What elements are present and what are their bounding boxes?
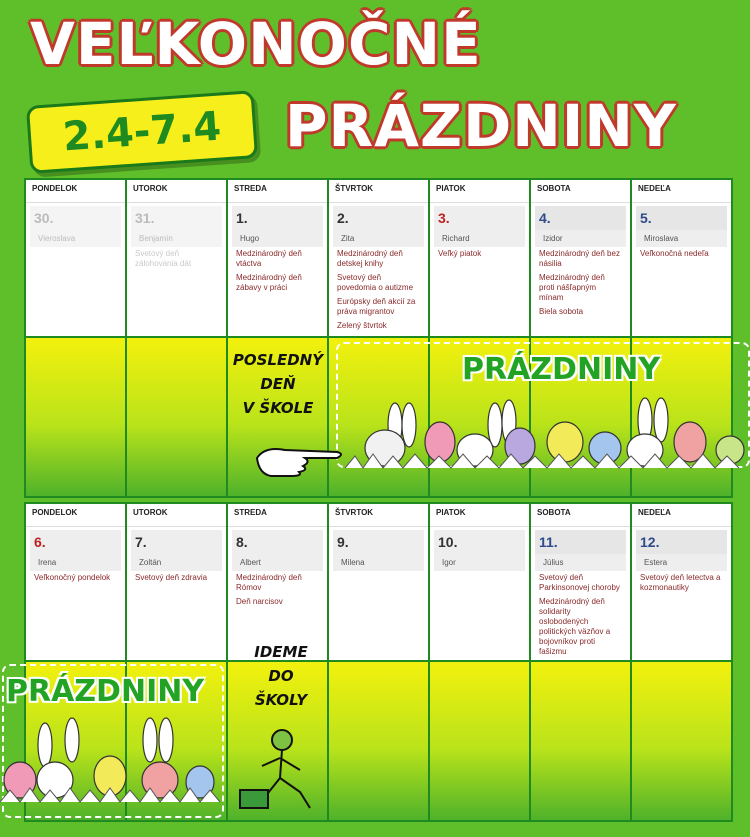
event-text: Svetový deň zálohovania dát: [135, 249, 192, 268]
weekday-label: UTOROK: [127, 504, 226, 527]
nameday: Zita: [333, 230, 424, 247]
pointing-hand-icon: [255, 440, 345, 480]
day-cell: [327, 502, 430, 662]
title-line-1: VEĽKONOČNÉ: [30, 10, 482, 78]
weekday-label: ŠTVRTOK: [329, 504, 428, 527]
weekday-label: UTOROK: [127, 180, 226, 203]
event-text: Medzinárodný deň detskej knihy: [337, 249, 403, 268]
nameday: Richard: [434, 230, 525, 247]
week-1: [24, 178, 750, 338]
nameday: Albert: [232, 554, 323, 571]
day-cell: [630, 502, 733, 662]
event-text: Svetový deň Parkinsonovej choroby: [539, 573, 620, 592]
note-line: POSLEDNÝ: [232, 351, 324, 369]
day-number: 1.: [232, 206, 323, 230]
day-cell: [125, 502, 228, 662]
event-text: Biela sobota: [539, 307, 584, 316]
day-cell: [327, 178, 430, 338]
day-cell: [24, 178, 127, 338]
nameday: Miroslava: [636, 230, 727, 247]
title-line-2: PRÁZDNINY: [285, 92, 677, 160]
event-text: Svetový deň povedomia o autizme: [337, 273, 414, 292]
weekday-label: SOBOTA: [531, 504, 630, 527]
event-text: Svetový deň letectva a kozmonautiky: [640, 573, 721, 592]
weekday-label: PIATOK: [430, 504, 529, 527]
day-number: 5.: [636, 206, 727, 230]
date-range-badge: [26, 90, 258, 174]
weekday-label: SOBOTA: [531, 180, 630, 203]
day-cell: [125, 178, 228, 338]
event-text: Medzinárodný deň solidarity oslobodených politických väzňov a bojovníkov proti fašizmu: [539, 597, 611, 656]
event-text: Medzinárodný deň Rómov: [236, 573, 302, 592]
weekday-label: NEDEĽA: [632, 180, 731, 203]
nameday: Benjamín: [131, 230, 222, 247]
nameday: Zoltán: [131, 554, 222, 571]
event-text: Veľký piatok: [438, 249, 482, 258]
day-number: 7.: [131, 530, 222, 554]
event-text: Zelený štvrtok: [337, 321, 387, 330]
day-number: 31.: [131, 206, 222, 230]
day-number: 3.: [434, 206, 525, 230]
day-cell: [226, 178, 329, 338]
day-number: 11.: [535, 530, 626, 554]
day-number: 12.: [636, 530, 727, 554]
day-cell: [529, 178, 632, 338]
day-cell: [630, 178, 733, 338]
day-cell: [529, 502, 632, 662]
event-text: Svetový deň zdravia: [135, 573, 208, 582]
weekday-label: ŠTVRTOK: [329, 180, 428, 203]
day-number: 2.: [333, 206, 424, 230]
bunnies-eggs-illustration-2: [0, 710, 220, 805]
event-text: Medzinárodný deň vtáctva: [236, 249, 302, 268]
event-text: Medzinárodný deň zábavy v práci: [236, 273, 302, 292]
running-boy-icon: [230, 726, 330, 816]
note-line: IDEME: [254, 643, 308, 661]
note-line: DEŇ: [260, 375, 296, 393]
note-line: DO: [268, 667, 294, 685]
day-number: 10.: [434, 530, 525, 554]
event-text: Deň narcisov: [236, 597, 283, 606]
note-line: ŠKOLY: [254, 691, 308, 709]
day-number: 30.: [30, 206, 121, 230]
nameday: Izidor: [535, 230, 626, 247]
day-cell: [428, 178, 531, 338]
day-number: 8.: [232, 530, 323, 554]
event-text: Veľkonočná nedeľa: [640, 249, 709, 258]
back-to-school-note: [236, 640, 326, 712]
weekday-label: STREDA: [228, 180, 327, 203]
nameday: Milena: [333, 554, 424, 571]
note-line: V ŠKOLE: [242, 399, 314, 417]
day-number: 6.: [30, 530, 121, 554]
weekday-label: STREDA: [228, 504, 327, 527]
event-text: Veľkonočný pondelok: [34, 573, 111, 582]
holiday-label-2: PRÁZDNINY: [6, 674, 205, 709]
nameday: Irena: [30, 554, 121, 571]
day-cell: [24, 502, 127, 662]
date-range: 2.4-7.4: [61, 103, 223, 161]
weekday-label: NEDEĽA: [632, 504, 731, 527]
nameday: Hugo: [232, 230, 323, 247]
weekday-label: PONDELOK: [26, 504, 125, 527]
week-2: [24, 502, 750, 662]
nameday: Estera: [636, 554, 727, 571]
nameday: Július: [535, 554, 626, 571]
day-cell: [428, 502, 531, 662]
event-text: Medzinárodný deň proti nášľapným mínam: [539, 273, 605, 302]
nameday: Vieroslava: [30, 230, 121, 247]
nameday: Igor: [434, 554, 525, 571]
event-text: Európsky deň akcií za práva migrantov: [337, 297, 416, 316]
weekday-label: PONDELOK: [26, 180, 125, 203]
day-number: 9.: [333, 530, 424, 554]
weekday-label: PIATOK: [430, 180, 529, 203]
bunnies-eggs-illustration-1: [345, 390, 745, 470]
last-school-day-note: [228, 348, 328, 420]
event-text: Medzinárodný deň bez násilia: [539, 249, 620, 268]
day-cell: [226, 502, 329, 662]
holiday-label-1: PRÁZDNINY: [462, 352, 661, 387]
day-number: 4.: [535, 206, 626, 230]
